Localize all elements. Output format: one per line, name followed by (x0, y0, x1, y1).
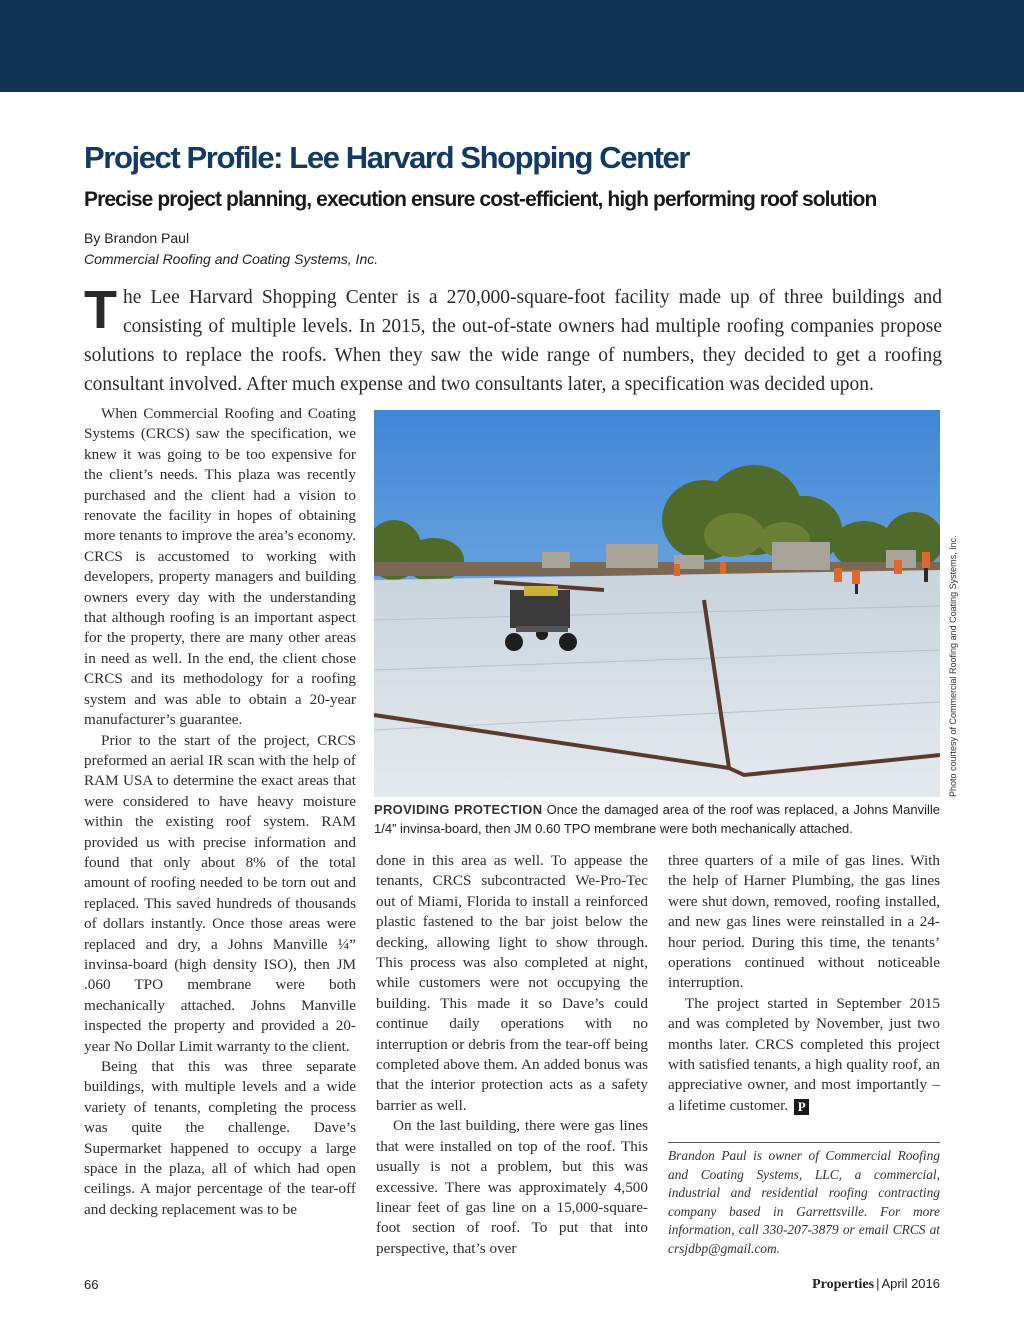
footer-separator: | (876, 1276, 880, 1291)
caption-text: Once the damaged area of the roof was replaced, a Johns Manville 1/4” invinsa-board, then JM 0.60 TPO membrane were both mechanically attached. (374, 802, 940, 836)
lead-text: he Lee Harvard Shopping Center is a 270,000-square-foot facility made up of three buildings and consisting of multiple levels. In 2015, the out-of-state owners had multiple roofing companies propose solutions to replace the roofs. When they saw the wide range of numbers, they decided to get a roofing consultant involved. After much expense and two consultants later, a specification was decided upon. (84, 287, 942, 395)
roof-photo (374, 410, 940, 797)
photo-credit: Photo courtesy of Commercial Roofing and Coating Systems, Inc. (948, 535, 958, 797)
footer-publication (812, 1276, 940, 1293)
magazine-name: Properties (812, 1277, 875, 1292)
bio-divider (668, 1142, 940, 1143)
photo-caption (374, 800, 940, 838)
body-paragraph (668, 994, 940, 1116)
article-subtitle: Precise project planning, execution ensure cost-efficient, high performing roof solution (84, 188, 877, 211)
drop-cap: T (84, 280, 117, 340)
end-of-article-mark: P (794, 1099, 809, 1115)
body-paragraph: done in this area as well. To appease the tenants, CRCS subcontracted We-Pro-Tec out of Miami, Florida to install a reinforced plastic fastened to the bar joist below the decking, allowing light to show through. This process was also completed at night, while customers were not occupying the building. This made it so Dave’s could continue daily operations with no interruption or debris from the tear-off being completed above them. An added bonus was that the interior protection acts as a safety barrier as well. (376, 852, 648, 1114)
body-paragraph: Prior to the start of the project, CRCS preformed an aerial IR scan with the help of RAM USA to determine the exact areas that were considered to have heavy moisture within the existing roof system. RAM provided us with precise information and found that only about 8% of the total amount of roofing needed to be torn out and replaced. This saved hundreds of thousands of dollars instantly. Once those areas were replaced and dry, a Johns Manville ¼” invinsa-board (high density ISO), then JM .060 TPO membrane were both mechanically attached. Johns Manville inspected the property and provided a 20-year No Dollar Limit warranty to the client. (84, 731, 356, 1055)
author-company: Commercial Roofing and Coating Systems, Inc. (84, 251, 379, 267)
final-paragraph-text: The project started in September 2015 and was completed by November, just two months later. CRCS completed this project with satisfied tenants, a high quality roof, an appreciative owner, and most importantly – a lifetime customer. (668, 994, 940, 1114)
body-column-1 (84, 404, 356, 1220)
body-paragraph: On the last building, there were gas lines that were installed on top of the roof. This usually is not a problem, but this was excessive. There was approximately 4,500 linear feet of gas line on a 15,000-square-foot section of roof. To put that into perspective, that’s over (376, 1117, 648, 1257)
body-paragraph: When Commercial Roofing and Coating Systems (CRCS) saw the specification, we knew it was going to be too expensive for the client’s needs. This plaza was recently purchased and the client had a vision to renovate the facility in hopes of obtaining more tenants to improve the area’s economy. CRCS is accustomed to working with developers, property managers and building owners every day with the understanding that although roofing is an important aspect for the property, there are many other areas in need as well. In the end, the client chose CRCS and its methodology for a roofing system and was able to obtain a 20-year manufacturer’s guarantee. (84, 405, 356, 729)
issue-date: April 2016 (881, 1276, 940, 1291)
page-number: 66 (84, 1277, 99, 1292)
body-column-2 (376, 851, 648, 1259)
caption-label: PROVIDING PROTECTION (374, 802, 543, 817)
body-column-3 (668, 851, 940, 1116)
body-paragraph: three quarters of a mile of gas lines. With the help of Harner Plumbing, the gas lines were shut down, removed, roofing installed, and new gas lines were reinstalled in a 24-hour period. During this time, the tenants’ operations continued without noticeable interruption. (668, 852, 940, 992)
author-bio: Brandon Paul is owner of Commercial Roofing and Coating Systems, LLC, a commercial, industrial and residential roofing contracting company based in Garrettsville. For more information, call 330-207-3879 or email CRCS at crsjdbp@gmail.com. (668, 1148, 940, 1256)
author-byline: By Brandon Paul (84, 230, 190, 246)
top-banner (0, 0, 1024, 92)
article-title: Project Profile: Lee Harvard Shopping Center (84, 140, 690, 175)
lead-paragraph (84, 280, 942, 399)
body-paragraph: Being that this was three separate buildings, with multiple levels and a wide variety of tenants, completing the process was quite the challenge. Dave’s Supermarket happened to occupy a large space in the plaza, all of which had open ceilings. A major percentage of the tear-off and decking replacement was to be (84, 1058, 356, 1218)
